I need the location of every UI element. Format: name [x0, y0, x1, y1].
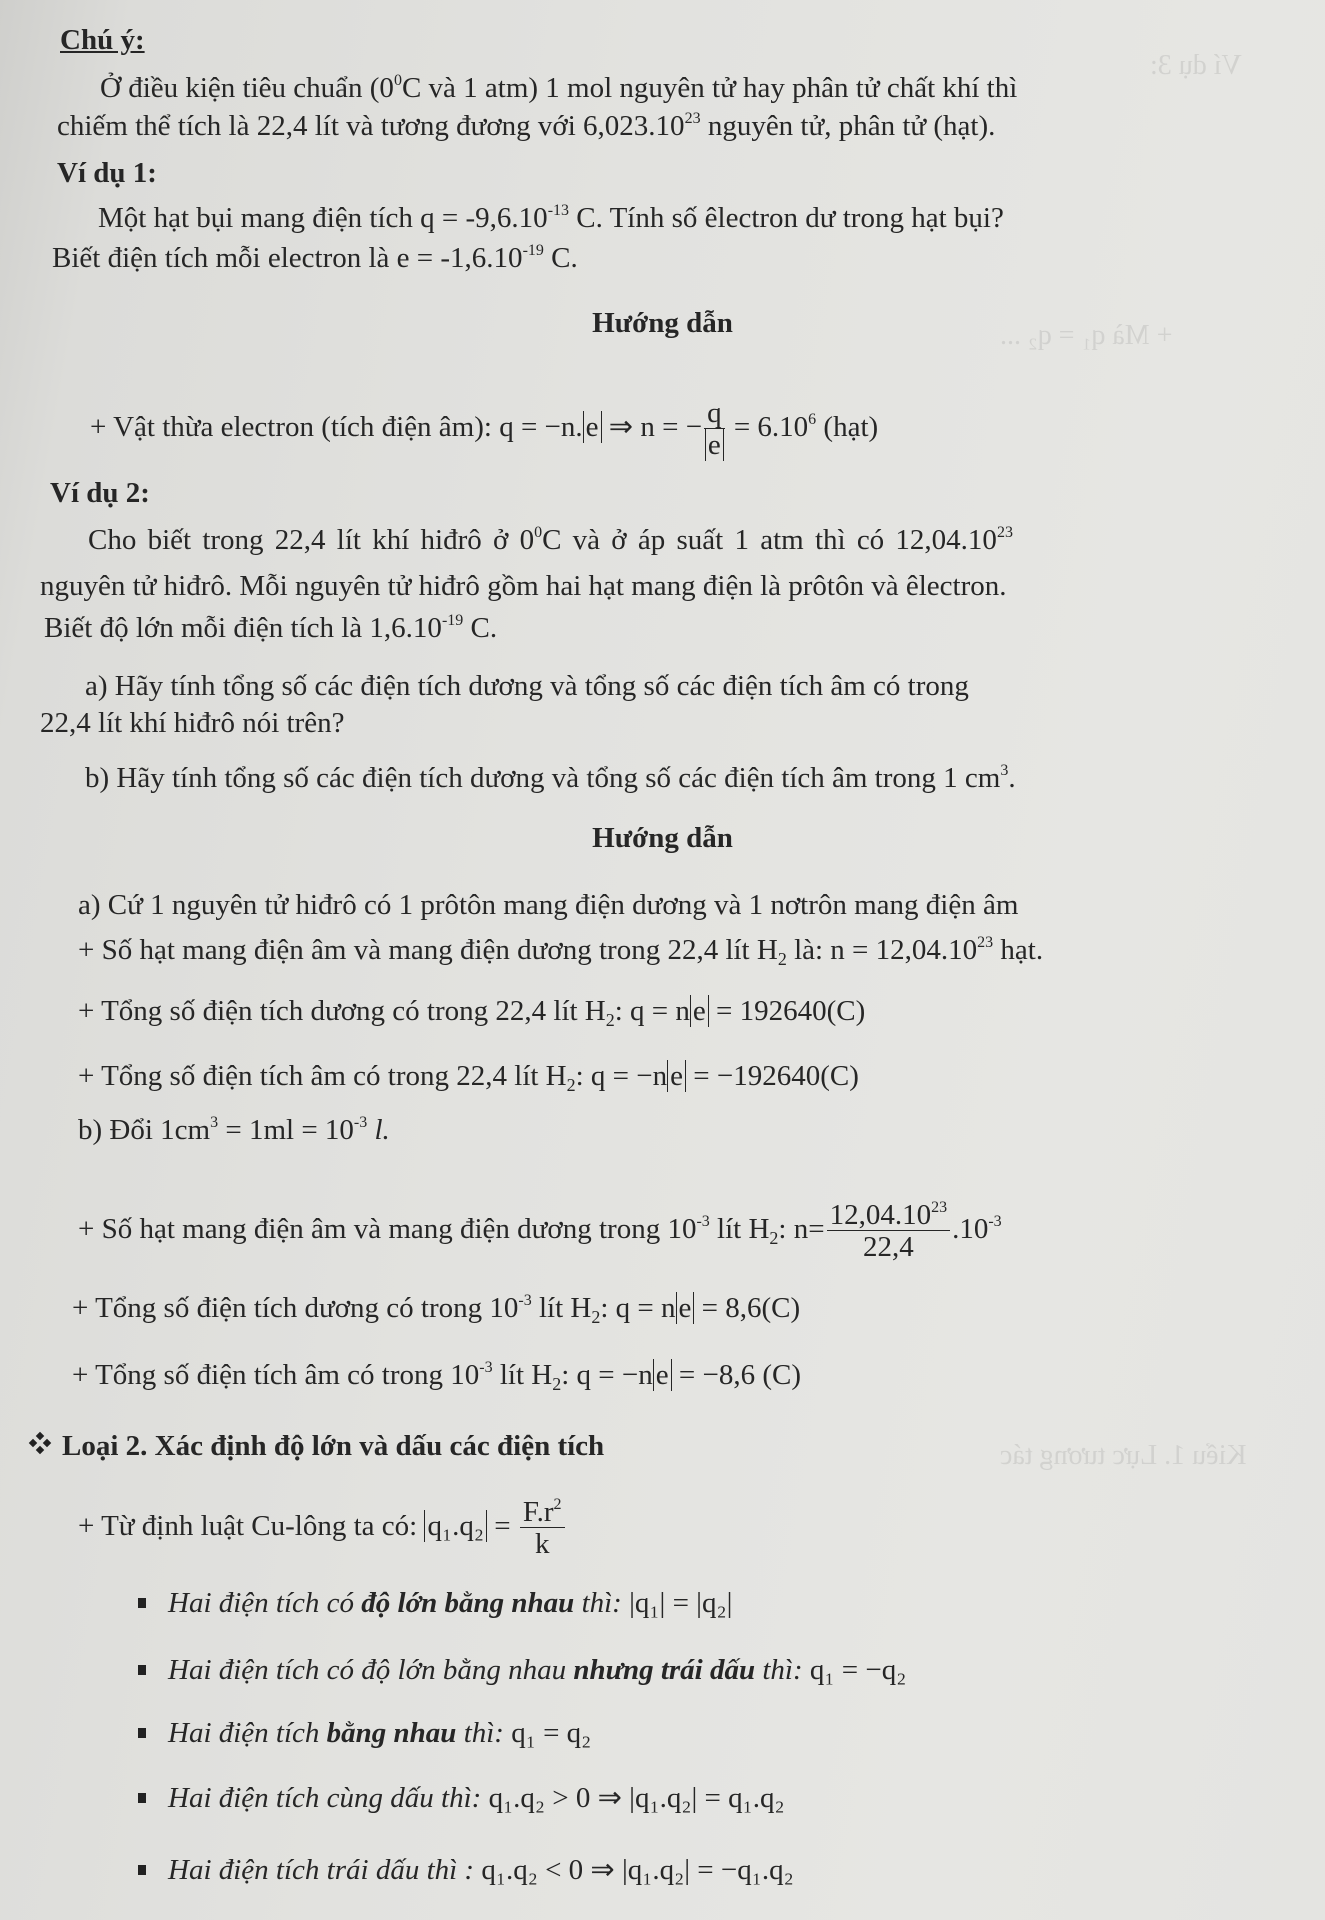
example-2-heading: Ví dụ 2: [50, 477, 150, 509]
note-line-1: Ở điều kiện tiêu chuẩn ($0^0C$ và 1 atm) 1 mol nguyên tử hay phân tử chất khí thì [100, 72, 1018, 104]
note-heading: Chú ý: [60, 24, 145, 56]
guide-b-1: + Số hạt mang điện âm và mang điện dương trong $10^{-3}$ lít $H_2$: n= $\frac{12,04.10^{23}}{22,4}$ $.10^{-3}$ [78, 1199, 1002, 1263]
example-1-line-2: Biết điện tích mỗi electron là $e = -1,6.10^{-19}$ C. [52, 242, 578, 274]
bullet-item: Hai điện tích bằng nhau thì: q₁ = q₂ [138, 1715, 591, 1751]
example-1-guide-heading: Hướng dẫn [592, 307, 733, 339]
show-through-text: + Mà q₁ = q₂ ... [1000, 320, 1173, 351]
square-bullet-icon [138, 1793, 146, 1803]
square-bullet-icon [138, 1728, 146, 1738]
example-1-heading: Ví dụ 1: [57, 157, 157, 189]
example-2-para-2: nguyên tử hiđrô. Mỗi nguyên tử hiđrô gồm hai hạt mang điện là prôtôn và êlectron. [40, 570, 1007, 602]
guide-a: a) Cứ 1 nguyên tử hiđrô có 1 prôtôn mang điện dương và 1 nơtrôn mang điện âm [78, 889, 1019, 921]
guide-b-3: + Tổng số điện tích âm có trong $10^{-3}$ lít $H_2$: q = −n e = −8,6 (C) [72, 1359, 801, 1394]
show-through-text: Ví dụ 3: [1150, 50, 1242, 81]
guide-b: b) Đổi $1cm^3 = 1ml = 10^{-3}$ l. [78, 1114, 390, 1146]
fraction: $\frac{q}{e}$ [704, 398, 725, 461]
bullet-item: Hai điện tích cùng dấu thì: q₁.q₂ > 0 ⇒ |q₁.q₂| = q₁.q₂ [138, 1780, 785, 1816]
type-2-heading: Loại 2. Xác định độ lớn và dấu các điện tích [30, 1428, 604, 1464]
bullet-item: Hai điện tích có độ lớn bằng nhau nhưng trái dấu thì: q₁ = −q₂ [138, 1652, 906, 1688]
diamond-bullet-icon [30, 1433, 50, 1453]
guide-a-2: + Tổng số điện tích dương có trong 22,4 lít $H_2$: q = n e = 192640(C) [78, 995, 866, 1030]
example-1-line-1: Một hạt bụi mang điện tích $q = -9,6.10^{-13}$ C. Tính số êlectron dư trong hạt bụi? [98, 202, 1004, 234]
example-2-para-3: Biết độ lớn mỗi điện tích là $1,6.10^{-19}$ C. [44, 612, 498, 644]
example-2-guide-heading: Hướng dẫn [592, 822, 733, 854]
square-bullet-icon [138, 1665, 146, 1675]
coulomb-law-line: + Từ định luật Cu-lông ta có: q₁.q₂ = $\frac{F.r^2}{k}$ [78, 1497, 567, 1560]
guide-b-2: + Tổng số điện tích dương có trong $10^{-3}$ lít $H_2$: q = n e = 8,6(C) [72, 1292, 801, 1327]
example-2-question-a-1: a) Hãy tính tổng số các điện tích dương và tổng số các điện tích âm có trong [85, 670, 969, 702]
guide-a-1: + Số hạt mang điện âm và mang điện dương trong 22,4 lít $H_2$ là: $n = 12,04.10^{23}$ hạt. [78, 934, 1044, 969]
square-bullet-icon [138, 1598, 146, 1608]
square-bullet-icon [138, 1865, 146, 1875]
fraction: $\frac{12,04.10^{23}}{22,4}$ [827, 1200, 951, 1263]
bullet-item: Hai điện tích trái dấu thì : q₁.q₂ < 0 ⇒ |q₁.q₂| = −q₁.q₂ [138, 1852, 794, 1888]
example-2-question-a-2: 22,4 lít khí hiđrô nói trên? [40, 707, 345, 739]
guide-a-3: + Tổng số điện tích âm có trong 22,4 lít $H_2$: q = −n e = −192640(C) [78, 1060, 859, 1095]
example-2-para-1: Cho biết trong 22,4 lít khí hiđrô ở $0^0C$ và ở áp suất 1 atm thì có 12,04.10$^{23}$ [88, 524, 1013, 556]
note-line-2: chiếm thể tích là 22,4 lít và tương đương với 6,023.10$^{23}$ nguyên tử, phân tử (hạt). [57, 110, 996, 142]
fraction: $\frac{F.r^2}{k}$ [520, 1497, 565, 1560]
example-2-question-b: b) Hãy tính tổng số các điện tích dương và tổng số các điện tích âm trong 1 $cm^3$. [85, 762, 1016, 794]
example-1-guide-line: + Vật thừa electron (tích điện âm): q = −n. e ⇒ n = − $\frac{q}{e}$ = $6.10^6$ (hạt) [90, 397, 879, 461]
show-through-text: Kiểu 1. Lực tương tác [1000, 1440, 1247, 1471]
bullet-item: Hai điện tích có độ lớn bằng nhau thì: |q₁| = |q₂| [138, 1585, 732, 1621]
